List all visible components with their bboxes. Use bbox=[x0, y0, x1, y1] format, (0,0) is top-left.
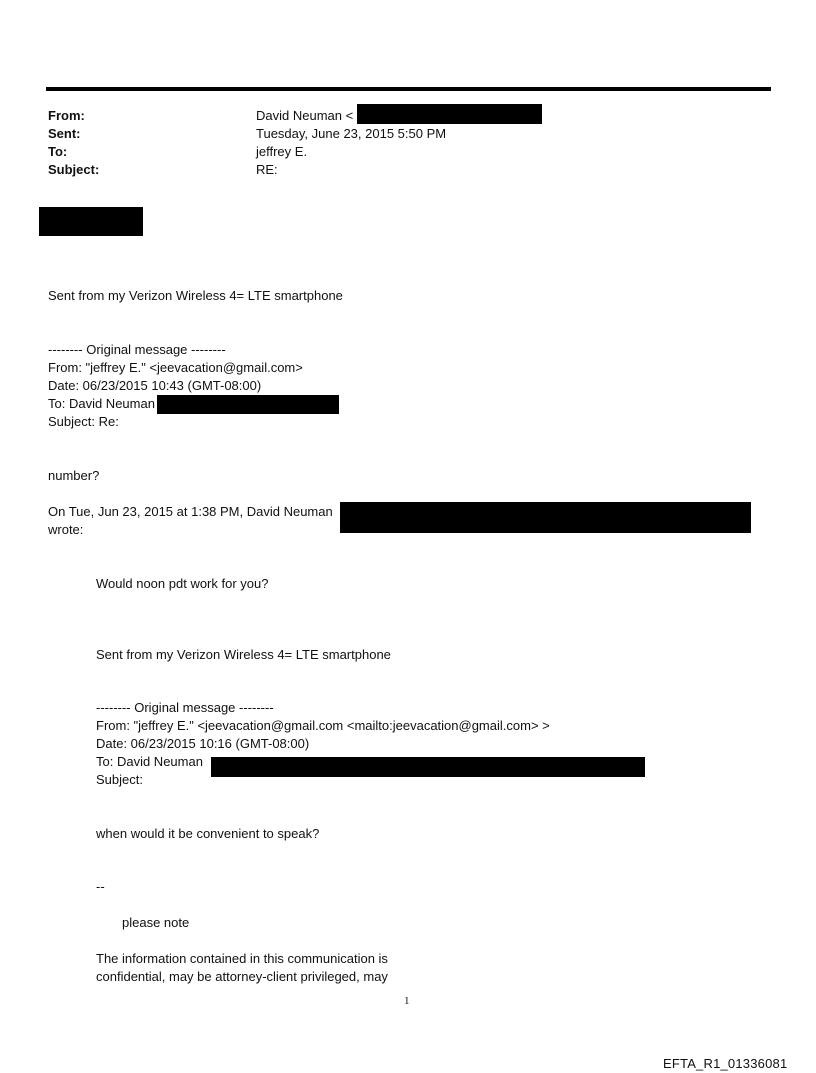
quoted-original-separator: -------- Original message -------- bbox=[96, 700, 274, 715]
original-to: To: David Neuman bbox=[48, 396, 155, 411]
sent-label: Sent: bbox=[48, 126, 81, 141]
quoted-message: when would it be convenient to speak? bbox=[96, 826, 320, 841]
quoted-mobile-signature: Sent from my Verizon Wireless 4= LTE smartphone bbox=[96, 647, 391, 662]
redaction-box bbox=[357, 104, 542, 124]
header-rule bbox=[46, 87, 771, 91]
original-message-separator: -------- Original message -------- bbox=[48, 342, 226, 357]
redaction-box bbox=[39, 207, 143, 236]
subject-value: RE: bbox=[256, 162, 278, 177]
from-value: David Neuman < bbox=[256, 108, 354, 123]
subject-label: Subject: bbox=[48, 162, 100, 177]
from-label: From: bbox=[48, 108, 85, 123]
mobile-signature: Sent from my Verizon Wireless 4= LTE smartphone bbox=[48, 288, 343, 303]
quoted-original-subject: Subject: bbox=[96, 772, 143, 787]
redaction-box bbox=[157, 395, 339, 414]
sent-value: Tuesday, June 23, 2015 5:50 PM bbox=[256, 126, 447, 141]
page-number: 1 bbox=[404, 995, 410, 1007]
to-value: jeffrey E. bbox=[256, 144, 308, 159]
quoted-original-from: From: "jeffrey E." <jeevacation@gmail.com <mailto:jeevacation@gmail.com> > bbox=[96, 718, 550, 733]
disclaimer-line: The information contained in this communication is bbox=[96, 951, 388, 966]
quoted-original-to: To: David Neuman bbox=[96, 754, 203, 769]
quote-intro: On Tue, Jun 23, 2015 at 1:38 PM, David Neuman bbox=[48, 504, 333, 519]
original-subject: Subject: Re: bbox=[48, 414, 119, 429]
redaction-box bbox=[340, 502, 751, 533]
original-date: Date: 06/23/2015 10:43 (GMT-08:00) bbox=[48, 378, 262, 393]
disclaimer-line: confidential, may be attorney-client privileged, may bbox=[96, 969, 388, 984]
please-note: please note bbox=[122, 915, 190, 930]
reply-text: number? bbox=[48, 468, 100, 483]
quoted-question: Would noon pdt work for you? bbox=[96, 576, 269, 591]
quoted-original-date: Date: 06/23/2015 10:16 (GMT-08:00) bbox=[96, 736, 310, 751]
original-from: From: "jeffrey E." <jeevacation@gmail.com> bbox=[48, 360, 303, 375]
to-label: To: bbox=[48, 144, 68, 159]
document-id: EFTA_R1_01336081 bbox=[663, 1056, 788, 1071]
signature-dashes: -- bbox=[96, 879, 105, 894]
redaction-box bbox=[211, 757, 645, 777]
quote-intro-wrote: wrote: bbox=[48, 522, 84, 537]
